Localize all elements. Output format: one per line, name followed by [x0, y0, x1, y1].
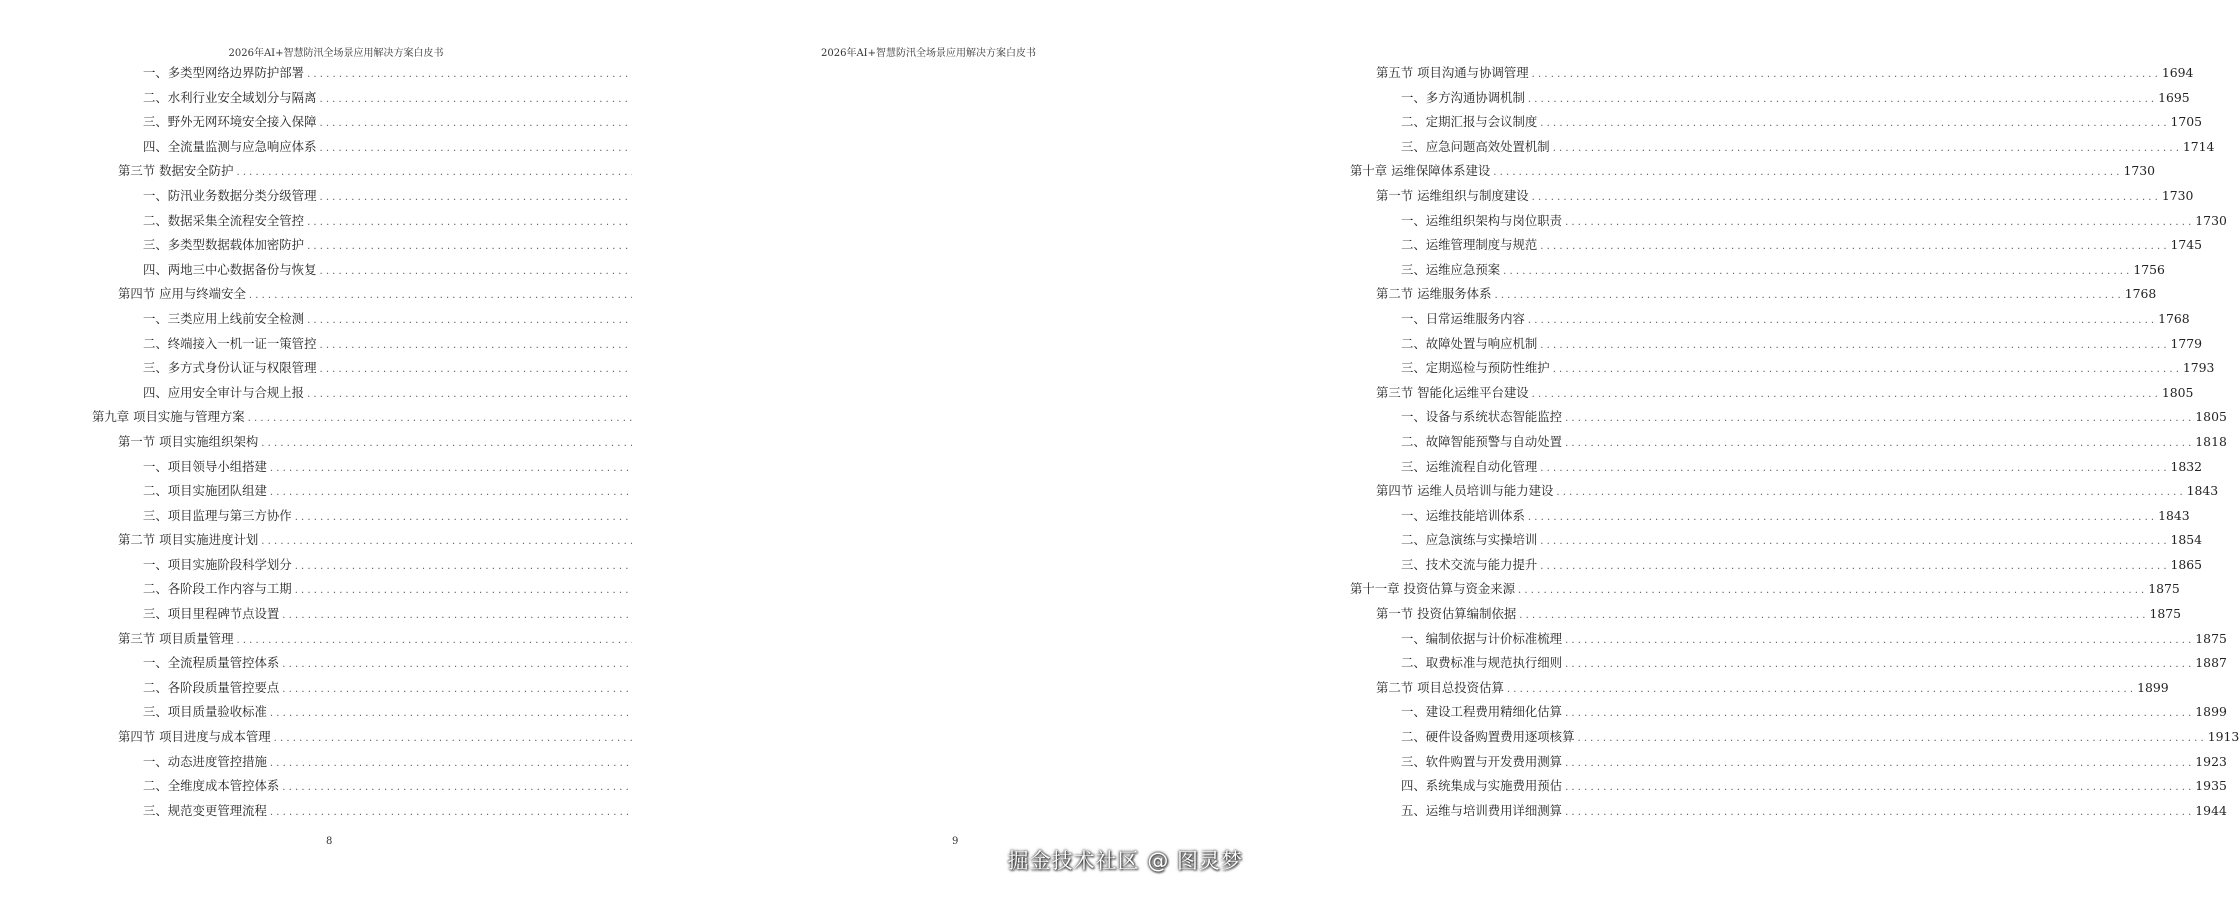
toc-entry-page: 1756 — [2133, 261, 2165, 277]
toc-entry[interactable] — [92, 457, 574, 482]
toc-entry[interactable] — [92, 63, 574, 88]
toc-entry-title: 二、各阶段工作内容与工期 — [143, 581, 292, 597]
toc-entry-title: 三、项目监理与第三方协作 — [143, 507, 292, 523]
toc-entry[interactable] — [92, 358, 574, 383]
toc-entry-title: 一、多方沟通协调机制 — [1401, 89, 1525, 105]
toc-entry-title: 第三节 数据安全防护 — [118, 163, 234, 179]
toc-entry[interactable] — [1350, 530, 2203, 555]
toc-entry[interactable] — [1350, 88, 2190, 113]
toc-entry-page: 1899 — [2137, 679, 2169, 695]
toc-entry-page: 1730 — [2123, 163, 2156, 179]
dot-leader — [1553, 143, 2179, 154]
toc-entry-title: 第二节 项目实施进度计划 — [118, 532, 259, 548]
dot-leader — [1532, 389, 2158, 400]
toc-entry-title: 二、各阶段质量管控要点 — [143, 679, 280, 695]
toc-entry-title: 四、应用安全审计与合规上报 — [143, 384, 305, 400]
toc-entry[interactable] — [92, 432, 574, 457]
toc-entry-page: 1730 — [2195, 212, 2227, 228]
toc-entry-title: 三、野外无网环境安全接入保障 — [143, 114, 317, 130]
toc-entry-page: 1779 — [2170, 335, 2203, 351]
dot-leader — [1553, 364, 2179, 375]
toc-entry-title: 三、多方式身份认证与权限管理 — [143, 360, 317, 376]
toc-entry-title: 三、运维流程自动化管理 — [1401, 458, 1538, 474]
toc-entry-title: 二、终端接入一机一证一策管控 — [143, 335, 317, 351]
toc-entry[interactable] — [92, 137, 574, 162]
toc-entry[interactable] — [92, 555, 574, 580]
dot-leader — [1540, 340, 2166, 351]
toc-entry[interactable] — [1350, 186, 2194, 211]
toc-entry[interactable] — [1350, 358, 2215, 383]
toc-entry-title: 二、定期汇报与会议制度 — [1401, 114, 1538, 130]
toc-entry-page: 1730 — [2161, 187, 2194, 203]
toc-entry-page: 1887 — [2195, 655, 2227, 671]
toc-entry[interactable] — [92, 604, 574, 629]
dot-leader — [1507, 684, 2133, 695]
toc-entry[interactable] — [1350, 211, 2227, 236]
toc-list — [92, 63, 574, 825]
toc-entry[interactable] — [92, 112, 574, 137]
dot-leader — [1565, 413, 2191, 424]
dot-leader — [1519, 610, 2145, 621]
toc-entry[interactable] — [1350, 752, 2227, 777]
toc-entry-page: 1793 — [2182, 360, 2215, 376]
toc-entry[interactable] — [1350, 334, 2203, 359]
toc-entry-title: 第四节 项目进度与成本管理 — [118, 729, 271, 745]
toc-entry-title: 二、运维管理制度与规范 — [1401, 237, 1538, 253]
toc-entry-title: 三、运维应急预案 — [1401, 261, 1501, 277]
toc-entry[interactable] — [1350, 112, 2203, 137]
toc-entry-page: 1695 — [2158, 89, 2190, 105]
toc-entry-page: 1935 — [2195, 778, 2227, 794]
toc-entry-title: 三、技术交流与能力提升 — [1401, 556, 1538, 572]
toc-entry[interactable] — [92, 579, 574, 604]
toc-list — [1350, 63, 2239, 825]
toc-entry-page: 1768 — [2158, 310, 2190, 326]
toc-entry[interactable] — [1350, 284, 2157, 309]
dot-leader — [1493, 167, 2119, 178]
toc-entry[interactable] — [1350, 727, 2239, 752]
toc-entry[interactable] — [92, 727, 574, 752]
toc-entry-page: 1854 — [2170, 532, 2203, 548]
dot-leader — [1565, 217, 2191, 228]
toc-entry-title: 第十章 运维保障体系建设 — [1350, 163, 1491, 179]
toc-entry[interactable] — [1350, 604, 2182, 629]
toc-entry-page: 1705 — [2170, 114, 2203, 130]
toc-entry-title: 一、建设工程费用精细化估算 — [1401, 704, 1563, 720]
toc-entry-title: 一、日常运维服务内容 — [1401, 310, 1525, 326]
toc-entry-title: 四、两地三中心数据备份与恢复 — [143, 261, 317, 277]
dot-leader — [1528, 512, 2154, 523]
toc-entry[interactable] — [1350, 432, 2227, 457]
toc-entry[interactable] — [92, 752, 574, 777]
toc-entry-page: 1805 — [2161, 384, 2194, 400]
dot-leader — [1528, 94, 2154, 105]
toc-entry-page: 1768 — [2124, 286, 2157, 302]
toc-entry-title: 二、应急演练与实操培训 — [1401, 532, 1538, 548]
toc-entry-title: 一、动态进度管控措施 — [143, 753, 267, 769]
toc-entry-title: 第一节 项目实施组织架构 — [118, 433, 259, 449]
dot-leader — [1503, 266, 2129, 277]
toc-entry-title: 第一节 投资估算编制依据 — [1376, 606, 1517, 622]
toc-entry-title: 三、项目里程碑节点设置 — [143, 606, 280, 622]
dot-leader — [1565, 708, 2191, 719]
running-head: 2026年AI+智慧防汛全场景应用解决方案白皮书 — [228, 48, 444, 59]
toc-entry-title: 三、定期巡检与预防性维护 — [1401, 360, 1550, 376]
toc-entry[interactable] — [1350, 63, 2194, 88]
toc-entry-title: 第二节 运维服务体系 — [1376, 286, 1492, 302]
toc-entry-title: 第四节 应用与终端安全 — [118, 286, 246, 302]
toc-entry-title: 第三节 智能化运维平台建设 — [1376, 384, 1529, 400]
toc-entry[interactable] — [92, 678, 574, 703]
toc-entry[interactable] — [92, 801, 574, 826]
page-number: 8 — [326, 836, 333, 847]
dot-leader — [1577, 733, 2203, 744]
toc-entry-title: 四、全流量监测与应急响应体系 — [143, 138, 317, 154]
dot-leader — [1532, 192, 2158, 203]
toc-entry[interactable] — [1350, 383, 2194, 408]
toc-entry-title: 五、运维与培训费用详细测算 — [1401, 802, 1563, 818]
toc-entry-title: 二、数据采集全流程安全管控 — [143, 212, 305, 228]
dot-leader — [1494, 290, 2120, 301]
toc-entry[interactable] — [1350, 555, 2203, 580]
toc-entry[interactable] — [1350, 407, 2227, 432]
toc-entry[interactable] — [92, 383, 574, 408]
toc-entry-title: 二、项目实施团队组建 — [143, 483, 267, 499]
toc-entry[interactable] — [1350, 235, 2203, 260]
dot-leader — [1540, 241, 2166, 252]
toc-entry-title: 二、故障处置与响应机制 — [1401, 335, 1538, 351]
toc-entry-page: 1805 — [2195, 409, 2227, 425]
toc-entry-title: 三、软件购置与开发费用测算 — [1401, 753, 1563, 769]
toc-entry-title: 第九章 项目实施与管理方案 — [92, 409, 245, 425]
toc-entry-title: 第二节 项目总投资估算 — [1376, 679, 1504, 695]
toc-entry-title: 二、取费标准与规范执行细则 — [1401, 655, 1563, 671]
toc-entry[interactable] — [92, 407, 574, 432]
toc-entry-title: 一、多类型网络边界防护部署 — [143, 65, 305, 80]
toc-entry[interactable] — [1350, 653, 2227, 678]
toc-entry[interactable] — [92, 186, 574, 211]
toc-entry-title: 一、运维技能培训体系 — [1401, 507, 1525, 523]
toc-entry-page: 1875 — [2149, 606, 2182, 622]
toc-entry-page: 1843 — [2186, 483, 2219, 499]
toc-entry[interactable] — [92, 776, 574, 801]
toc-entry[interactable] — [92, 88, 574, 113]
toc-entry[interactable] — [1350, 629, 2227, 654]
toc-entry[interactable] — [1350, 776, 2227, 801]
toc-entry-title: 三、项目质量验收标准 — [143, 704, 267, 720]
dot-leader — [1556, 487, 2182, 498]
toc-entry[interactable] — [1350, 481, 2219, 506]
toc-entry[interactable] — [92, 309, 574, 334]
toc-entry-page: 1875 — [2195, 630, 2227, 646]
toc-entry[interactable] — [1350, 137, 2215, 162]
toc-entry-page: 1923 — [2195, 753, 2227, 769]
toc-entry[interactable] — [92, 506, 574, 531]
toc-entry-title: 二、故障智能预警与自动处置 — [1401, 433, 1563, 449]
dot-leader — [1565, 635, 2191, 646]
toc-entry[interactable] — [1350, 506, 2190, 531]
toc-entry[interactable] — [1350, 801, 2227, 826]
watermark-text: 掘金技术社区 @ 图灵梦 — [1007, 849, 1243, 873]
toc-entry-title: 一、项目实施阶段科学划分 — [143, 556, 292, 572]
toc-entry[interactable] — [92, 161, 574, 186]
toc-entry-title: 三、多类型数据载体加密防护 — [143, 237, 305, 253]
toc-entry-page: 1843 — [2158, 507, 2190, 523]
toc-entry-title: 一、项目领导小组搭建 — [143, 458, 267, 474]
toc-entry[interactable] — [1350, 678, 2169, 703]
toc-entry-title: 一、三类应用上线前安全检测 — [143, 310, 305, 326]
toc-entry-title: 三、应急问题高效处置机制 — [1401, 138, 1550, 154]
toc-entry[interactable] — [92, 481, 574, 506]
toc-entry-title: 一、编制依据与计价标准梳理 — [1401, 630, 1563, 646]
dot-leader — [1540, 463, 2166, 474]
toc-entry[interactable] — [1350, 260, 2165, 285]
toc-entry-title: 第三节 项目质量管理 — [118, 630, 234, 646]
dot-leader — [1540, 536, 2166, 547]
toc-entry[interactable] — [92, 530, 574, 555]
dot-leader — [1565, 807, 2191, 818]
dot-leader — [1532, 69, 2158, 80]
toc-entry[interactable] — [1350, 702, 2227, 727]
toc-entry[interactable] — [92, 702, 574, 727]
dot-leader — [1528, 315, 2154, 326]
toc-entry-page: 1899 — [2195, 704, 2227, 720]
toc-entry-title: 一、防汛业务数据分类分级管理 — [143, 187, 317, 203]
right-page — [632, 0, 2239, 898]
left-page — [0, 0, 632, 898]
toc-entry-page: 1865 — [2170, 556, 2203, 572]
toc-entry-page: 1832 — [2170, 458, 2203, 474]
toc-entry[interactable] — [1350, 457, 2203, 482]
toc-entry-title: 一、运维组织架构与岗位职责 — [1401, 212, 1563, 228]
toc-entry-title: 第十一章 投资估算与资金来源 — [1350, 581, 1516, 597]
toc-entry-title: 一、设备与系统状态智能监控 — [1401, 409, 1563, 425]
dot-leader — [1540, 561, 2166, 572]
toc-entry-page: 1694 — [2161, 65, 2194, 80]
toc-entry-title: 一、全流程质量管控体系 — [143, 655, 280, 671]
toc-entry[interactable] — [92, 260, 574, 285]
toc-entry[interactable] — [92, 334, 574, 359]
toc-entry-title: 第五节 项目沟通与协调管理 — [1376, 65, 1529, 80]
toc-entry-title: 二、硬件设备购置费用逐项核算 — [1401, 729, 1575, 745]
toc-entry[interactable] — [92, 284, 574, 309]
dot-leader — [1540, 118, 2166, 129]
toc-entry[interactable] — [92, 211, 574, 236]
toc-entry[interactable] — [92, 629, 574, 654]
toc-entry-title: 四、系统集成与实施费用预估 — [1401, 778, 1563, 794]
toc-entry-page: 1714 — [2182, 138, 2215, 154]
toc-entry-page: 1913 — [2207, 729, 2239, 745]
toc-entry-page: 1745 — [2170, 237, 2203, 253]
toc-entry-title: 二、水利行业安全域划分与隔离 — [143, 89, 317, 105]
dot-leader — [1518, 585, 2144, 596]
dot-leader — [1565, 758, 2191, 769]
toc-entry[interactable] — [1350, 579, 2180, 604]
dot-leader — [1565, 782, 2191, 793]
toc-entry-title: 第一节 运维组织与制度建设 — [1376, 187, 1529, 203]
toc-entry[interactable] — [1350, 309, 2190, 334]
toc-entry[interactable] — [92, 235, 574, 260]
toc-entry-title: 三、规范变更管理流程 — [143, 802, 267, 818]
toc-entry-title: 第四节 运维人员培训与能力建设 — [1376, 483, 1554, 499]
page-number: 9 — [952, 836, 959, 847]
toc-entry[interactable] — [92, 653, 574, 678]
toc-entry[interactable] — [1350, 161, 2156, 186]
toc-entry-page: 1944 — [2195, 802, 2227, 818]
running-head: 2026年AI+智慧防汛全场景应用解决方案白皮书 — [821, 48, 1036, 59]
toc-entry-page: 1875 — [2148, 581, 2180, 597]
toc-entry-page: 1818 — [2195, 433, 2227, 449]
toc-entry-title: 二、全维度成本管控体系 — [143, 778, 280, 794]
dot-leader — [1565, 659, 2191, 670]
dot-leader — [1565, 438, 2191, 449]
